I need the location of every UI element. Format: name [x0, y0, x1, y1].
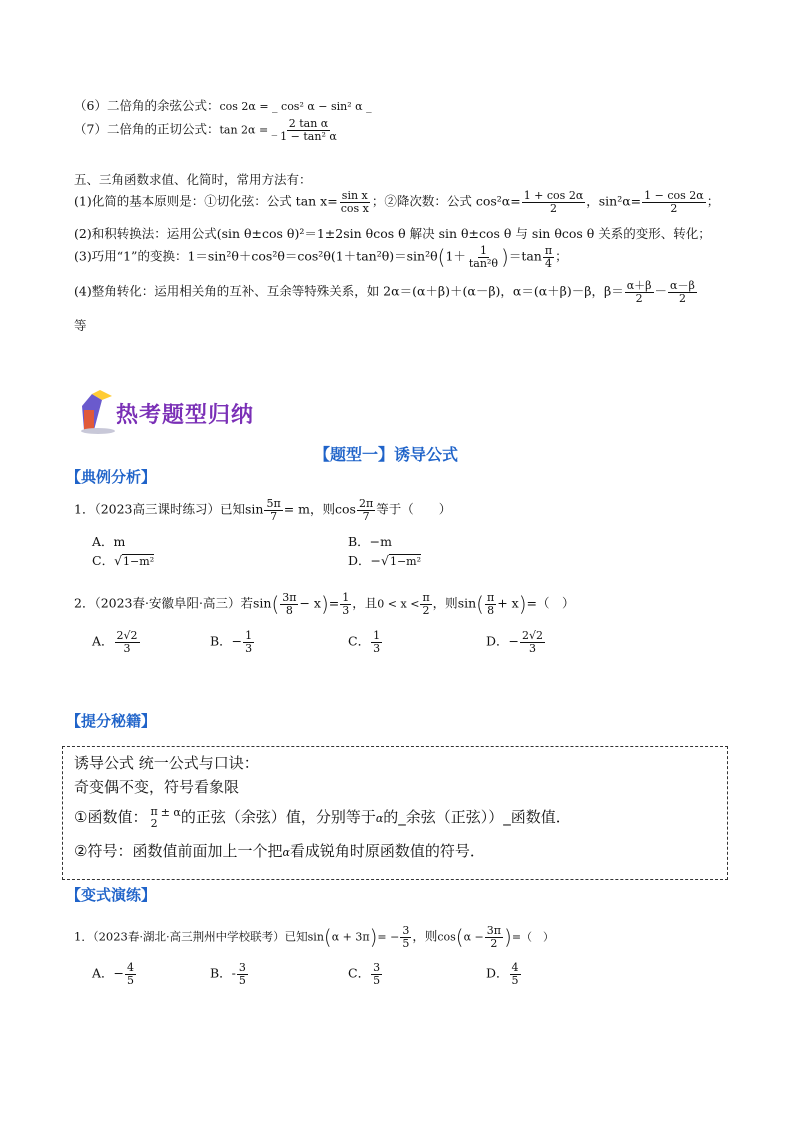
- item1-end: ；: [706, 193, 720, 209]
- q2-cond-den: 2: [422, 603, 430, 617]
- q1-c-label: C．: [92, 553, 115, 568]
- q1-option-b[interactable]: B．−m: [348, 534, 393, 549]
- pq1-c-num: 3: [373, 961, 381, 974]
- q1-suffix: 等于（ ）: [376, 501, 452, 517]
- q2-cond-a: ，且: [352, 595, 378, 611]
- formula-7: [74, 118, 340, 142]
- pq1-b-num: 3: [238, 961, 246, 974]
- q2-prefix: 2．（2023春·安徽阜阳·高三）若: [74, 595, 253, 611]
- q1-num2: 2π: [358, 497, 374, 510]
- q2-b-frac: [243, 630, 254, 654]
- q2-option-c[interactable]: [348, 630, 383, 654]
- q2-d-den: 3: [529, 641, 536, 655]
- pq1-d-label: D．: [486, 965, 509, 981]
- item3-pi-den: 4: [544, 256, 552, 270]
- q1-d-value: 1−m²: [389, 555, 422, 568]
- item1-frac-cos: [522, 190, 586, 214]
- q1-option-d[interactable]: D．−√1−m²: [348, 553, 422, 568]
- q1-sin: sin: [245, 501, 264, 517]
- item3-frac-num: 1: [479, 244, 487, 257]
- pq1-cos: cos: [437, 930, 456, 944]
- q1-d-label: D．−: [348, 553, 381, 568]
- q2-c-den: 3: [373, 641, 381, 655]
- item4-frac2: [668, 280, 697, 304]
- item1-frac-num: sin x: [341, 189, 368, 202]
- item4-n2: α－β: [670, 279, 695, 292]
- section5-item2: (2)和积转换法：运用公式(sin θ±cos θ)²＝1±2sin θcos θ 解决 sin θ±cos θ 与 sin θcos θ 关系的变形、转化；: [74, 226, 711, 241]
- section5-item4: [74, 280, 698, 304]
- q2-c-label: C．: [348, 633, 371, 649]
- pq1-a-num: 4: [127, 961, 135, 974]
- pq1-rhs: [400, 925, 411, 949]
- item4-n1: α＋β: [626, 279, 652, 292]
- pq1-a-den: 5: [127, 973, 135, 987]
- item1-frac-den: cos x: [340, 201, 369, 215]
- pq1-option-b[interactable]: [210, 962, 249, 986]
- q2-minus-x: − x: [299, 595, 321, 611]
- pq1-d-frac: [510, 962, 521, 986]
- tips-line3: [74, 806, 571, 829]
- pq1-sin: sin: [307, 930, 324, 944]
- q2-cond-frac: [420, 592, 431, 616]
- tips-line3-b: 的正弦（余弦）值，分别等于: [180, 808, 376, 827]
- tips-line3-frac: [148, 806, 159, 829]
- formula-6: [74, 96, 372, 114]
- item4-d1: 2: [635, 291, 643, 305]
- pq1-arg2d: 2: [490, 936, 498, 950]
- q2-d2: 8: [487, 603, 495, 617]
- tips-line4-b: 看成锐角时原函数值的符号．: [289, 842, 485, 860]
- pq1-paren1-close: ): [369, 925, 378, 950]
- item3-pi-num: π: [544, 244, 553, 257]
- pq1-prefix: 1．（2023春·湖北·高三荆州中学校联考）已知: [74, 929, 308, 944]
- pq1-b-den: 5: [238, 973, 246, 987]
- item3-paren-open: (: [437, 245, 446, 270]
- type1-title: 【题型一】诱导公式: [314, 445, 459, 464]
- q2-paren2-close: ): [518, 592, 527, 617]
- item3-paren-close: ): [501, 245, 509, 270]
- q2-a-num: 2√2: [116, 629, 138, 642]
- q2-frac1: [280, 592, 298, 616]
- item3-frac-den: tan²θ: [468, 256, 498, 270]
- pq1-paren2-open: (: [455, 925, 464, 950]
- q2-suffix: =（ ）: [526, 595, 575, 611]
- pq1-d-den: 5: [511, 973, 519, 987]
- section5-item3: [74, 245, 568, 269]
- q2-c-frac: [371, 630, 382, 654]
- item3-text-b: ＝tan: [508, 248, 542, 264]
- pq1-option-d[interactable]: [486, 962, 522, 986]
- q1-den1: 7: [270, 509, 278, 523]
- pq1-arg: α + 3π: [331, 930, 370, 944]
- q2-d-num: 2√2: [522, 629, 544, 642]
- q2-b-num: 1: [245, 629, 253, 642]
- practice-q1: [74, 925, 554, 949]
- item3-pi-frac: [543, 245, 554, 269]
- q2-cond-b: 0 < x <: [377, 597, 420, 611]
- tips-line3-a: ①函数值：: [74, 808, 148, 827]
- item3-text-a: (3)巧用“1”的变换：1＝sin²θ＋cos²θ＝cos²θ(1＋tan²θ)＝sin²θ: [74, 248, 438, 264]
- q2-a-frac: [115, 630, 140, 654]
- pq1-arg2-frac: [485, 925, 503, 949]
- item4-d2: 2: [678, 291, 686, 305]
- item3-end: ；: [555, 248, 568, 264]
- tips-line3-num: π: [150, 805, 158, 818]
- q2-eq: =: [328, 595, 340, 611]
- pencil-icon: [78, 390, 118, 434]
- item1-sin-den: 2: [670, 201, 678, 215]
- q1-num1: 5π: [266, 497, 281, 510]
- q2-n2: π: [486, 591, 495, 604]
- q2-d-label: D．−: [486, 633, 519, 649]
- q2-frac2: [485, 592, 496, 616]
- q2-a-label: A．: [92, 633, 114, 649]
- item4-text-a: (4)整角转化：运用相关角的互补、互余等特殊关系，如 2α＝(α＋β)＋(α－β)，α＝(α＋β)－β，β＝: [74, 283, 624, 299]
- item4-frac1: [625, 280, 654, 304]
- pq1-c-label: C．: [348, 965, 371, 981]
- pq1-suffix: =（ ）: [511, 930, 555, 944]
- pq1-c-frac: [371, 962, 382, 986]
- tips-line4: [74, 840, 485, 861]
- item4-minus: －: [654, 283, 668, 299]
- q2-n1: 3π: [282, 591, 297, 604]
- tips-line4-alpha: α: [282, 846, 290, 859]
- section5-item4-end: 等: [74, 318, 87, 333]
- q1-option-a[interactable]: A．m: [92, 534, 126, 549]
- tips-line2: 奇变偶不变，符号看象限: [74, 778, 240, 796]
- pq1-option-c[interactable]: [348, 962, 383, 986]
- pq1-paren2-close: ): [504, 925, 512, 950]
- item1-text-a: (1)化简的基本原则是：①切化弦：公式 tan x=: [74, 193, 338, 209]
- formula-7-fraction: [278, 118, 339, 142]
- q2-c-num: 1: [373, 629, 381, 642]
- q2-paren2-open: (: [476, 592, 484, 617]
- section5-item1: [74, 190, 719, 214]
- q1-frac1: [264, 498, 282, 522]
- example-q2: [74, 592, 575, 616]
- q2-option-a[interactable]: [92, 630, 141, 654]
- item1-cos-den: 2: [549, 201, 557, 215]
- q1-option-c[interactable]: C．√1−m²: [92, 553, 155, 568]
- q1-cos: cos: [335, 501, 356, 517]
- pq1-paren1-open: (: [323, 925, 332, 950]
- tips-line3-den: 2: [150, 816, 158, 830]
- tips-heading: 【提分秘籍】: [66, 712, 157, 730]
- pq1-d-num: 4: [511, 961, 519, 974]
- section5-heading: 五、三角函数求值、化简时，常用方法有：: [74, 172, 312, 187]
- pq1-b-frac: [237, 962, 248, 986]
- pq1-eq: = −: [377, 930, 400, 944]
- tips-line4-a: ②符号：函数值前面加上一个把: [74, 842, 283, 860]
- example-heading: 【典例分析】: [66, 468, 157, 486]
- q2-d1: 8: [285, 603, 293, 617]
- pq1-arg2a: α −: [463, 930, 484, 944]
- q1-prefix: 1．（2023高三课时练习）已知: [74, 501, 246, 517]
- tips-line1: 诱导公式 统一公式与口诀：: [74, 754, 259, 772]
- item1-cos-num: 1 + cos 2α: [523, 189, 584, 202]
- tips-line3-alpha: α: [375, 812, 384, 826]
- item1-text-d: ，sin²α=: [586, 193, 642, 209]
- q2-a-den: 3: [123, 641, 131, 655]
- formula-7-den: 1 − tan² α: [280, 129, 337, 143]
- q2-sin2: sin: [457, 595, 477, 611]
- q2-plus-x: + x: [497, 595, 519, 611]
- tips-line3-c: 的_余弦（正弦））_函数值．: [383, 808, 571, 827]
- q2-b-label: B．−: [210, 633, 243, 649]
- example-q1: [74, 498, 451, 522]
- formula-7-num: 2 tan α: [288, 117, 329, 130]
- item3-frac: [467, 245, 500, 269]
- item1-sin-num: 1 − cos 2α: [644, 189, 704, 202]
- item1-frac-tan: [339, 190, 371, 214]
- hot-banner: [78, 390, 338, 436]
- formula-6-label: （6）二倍角的余弦公式：: [74, 98, 220, 113]
- q2-b-den: 3: [245, 641, 253, 655]
- formula-7-lhs: tan 2α = _: [219, 123, 278, 137]
- q2-cond-c: ，则: [432, 595, 458, 611]
- pq1-option-a[interactable]: [92, 962, 137, 986]
- item1-frac-sin: [642, 190, 706, 214]
- q1-eq: = m，则: [283, 501, 336, 517]
- pq1-rd: 5: [402, 936, 410, 950]
- q2-paren1-open: (: [271, 592, 280, 617]
- pq1-b-label: B．-: [210, 965, 236, 981]
- q2-option-b[interactable]: [210, 630, 255, 654]
- q1-c-value: 1−m²: [123, 555, 155, 568]
- item1-text-b: ；②降次数：公式 cos²α=: [371, 193, 521, 209]
- q2-option-d[interactable]: [486, 630, 546, 654]
- q2-rhs: [340, 592, 351, 616]
- pq1-a-frac: [125, 962, 136, 986]
- pq1-a-label: A．−: [92, 965, 125, 981]
- tips-line3-pm: ± α: [160, 806, 181, 820]
- pq1-rn: 3: [402, 924, 410, 937]
- q1-den2: 7: [362, 509, 370, 523]
- pq1-arg2n: 3π: [486, 924, 501, 937]
- q2-cond-num: π: [422, 591, 430, 604]
- hot-title: 热考题型归纳: [116, 403, 255, 428]
- formula-6-expr: cos 2α = _ cos² α − sin² α _: [219, 100, 372, 113]
- practice-heading: 【变式演练】: [66, 886, 157, 904]
- pq1-mid: ，则: [412, 928, 438, 944]
- q2-paren1-close: ): [320, 592, 329, 617]
- q2-rd: 3: [342, 603, 350, 617]
- q2-d-frac: [520, 630, 545, 654]
- pq1-c-den: 5: [373, 973, 381, 987]
- q2-sin1: sin: [252, 595, 272, 611]
- q2-rn: 1: [342, 591, 350, 604]
- formula-7-label: （7）二倍角的正切公式：: [74, 121, 220, 137]
- item3-one: 1＋: [445, 248, 466, 264]
- q1-frac2: [357, 498, 375, 522]
